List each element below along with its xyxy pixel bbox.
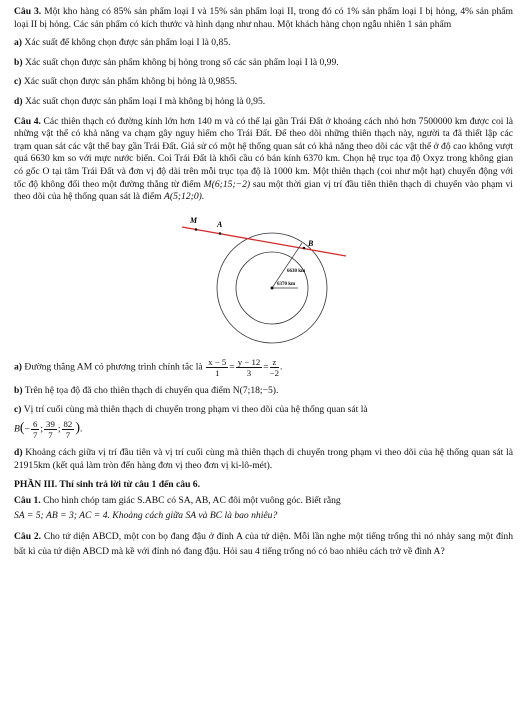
question-3-stem: [14, 6, 513, 31]
label-a: A: [216, 219, 222, 229]
part-3-question-1: Câu 1. Cho hình chóp tam giác S.ABC có SA, AB, AC đôi một vuông góc. Biết rằng: [14, 494, 341, 506]
question-4-title: Câu 4.: [14, 115, 41, 127]
question-3-item-d: d) Xác suất chọn được sản phẩm loại I mà không bị hỏng là 0,95.: [14, 95, 266, 107]
meteor-line: [182, 227, 346, 256]
label-m: M: [189, 215, 197, 225]
m-point: [194, 228, 197, 231]
fraction-y: $\frac{y - 12}{3}$: [237, 356, 261, 378]
label-inner-radius: 6370 km: [276, 281, 295, 287]
point-m: M(6;15;−2): [203, 178, 251, 190]
a-point: [218, 232, 221, 235]
question-4-item-a: a) Đường thẳng AM có phương trình chính tắc là $\frac{x - 5}{1}$ = $\frac{y - 12}{3}$ = $\frac{z}{-2}$ .: [14, 356, 283, 378]
question-3-item-a: a) Xác suất để không chọn được sản phẩm loại I là 0,85.: [14, 37, 231, 49]
question-4-item-b: b) Trên hệ tọa độ đã cho thiên thạch di chuyển qua điểm N(7;18;−5).: [14, 384, 279, 396]
question-3-item-b: b) Xác suất chọn được sản phẩm không bị hỏng trong số các sản phẩm loại I là 0,99.: [14, 56, 339, 68]
fraction-x: $\frac{x - 5}{1}$: [208, 356, 227, 378]
question-4-item-d: d) Khoảng cách giữa vị trí đầu tiên và vị trí cuối cùng mà thiên thạch di chuyển trong phạm vi theo dõi của hệ thống quan sát là 21915km (kết quả làm tròn đến hàng đơn vị theo đơn vị ki-lô-mét).: [14, 446, 513, 471]
label-b: B: [307, 238, 313, 248]
part-3-heading: PHẦN III. Thí sinh trả lời từ câu 1 đến câu 6.: [14, 479, 201, 491]
label-outer-radius: 6630 km: [286, 268, 305, 274]
question-3-title: Câu 3.: [14, 6, 42, 17]
fraction-b1: $\frac{6}{7}$: [32, 418, 38, 440]
b-point: [302, 246, 305, 249]
part-3-question-2: Câu 2. Cho tứ diện ABCD, một con bọ đang đậu ở đỉnh A của tứ diện. Mỗi lần nghe một tiếng trống thì nó nhảy sang một đỉnh bất kì của tứ diện ABCD mà kề với đỉnh nó đang đậu. Hỏi sau 4 tiếng trống nó có bao nhiêu cách trở về đỉnh A?: [14, 530, 513, 557]
earth-figure: [14, 212, 513, 347]
question-4-stem: Câu 4. Các thiên thạch có đường kính lớn hơn 140 m và có thể lại gần Trái Đất ở khoảng cách nhỏ hơn 7500000 km được coi là những vật thể có khả năng va chạm gây nguy hiểm cho Trái Đất. Để theo dõi những thiên thạch này, người ta đã thiết lập các trạm quan sát các vật thể bay gần Trái Đất. Giả sử có một hệ thống quan sát có khả năng theo dõi các vật thể ở độ cao không vượt quá 6630 km so với mực nước biển. Coi Trái Đất là khối cầu có bán kính 6370 km. Chọn hệ trục tọa độ Oxyz trong không gian có gốc O tại tâm Trái Đất và đơn vị độ dài trên mỗi trục tọa độ là 1000 km. Một thiên thạch (coi như một hạt) chuyển động với tốc độ không đổi theo một đường thẳng từ điểm M(6;15;−2) sau một thời gian vị trí đầu tiên thiên thạch di chuyển vào phạm vi theo dõi của hệ thống quan sát là điểm A(5;12;0).: [14, 115, 513, 203]
fraction-b3: $\frac{82}{7}$: [63, 418, 73, 440]
fraction-b2: $\frac{39}{7}$: [46, 418, 55, 440]
question-4-item-c: c) Vị trí cuối cùng mà thiên thạch di chuyển trong phạm vi theo dõi của hệ thống quan sát là: [14, 404, 368, 416]
earth-diagram: [174, 212, 354, 347]
center-point: [270, 286, 273, 289]
question-3-text: Một kho hàng có 85% sản phẩm loại I và 15% sản phẩm loại II, trong đó có 1% sản phẩm loại I bị hỏng, 4% sản phẩm loại II bị hỏng. Các sản phẩm có kích thước và hình dạng như nhau. Một khách hàng chọn ngẫu nhiên 1 sản phẩm: [14, 6, 514, 30]
point-a: A(5;12;0).: [164, 191, 205, 203]
question-3-item-c: c) Xác suất chọn được sản phẩm không bị hỏng là 0,9855.: [14, 76, 238, 88]
fraction-z: $\frac{z}{-2}$: [269, 356, 280, 378]
question-4-point-b: B(− $\frac{6}{7}$ ; $\frac{39}{7}$ ; $\frac{82}{7}$ ).: [14, 418, 83, 440]
part-3-question-1-math: SA = 5; AB = 3; AC = 4. Khoảng cách giữa SA và BC là bao nhiêu?: [14, 510, 278, 522]
